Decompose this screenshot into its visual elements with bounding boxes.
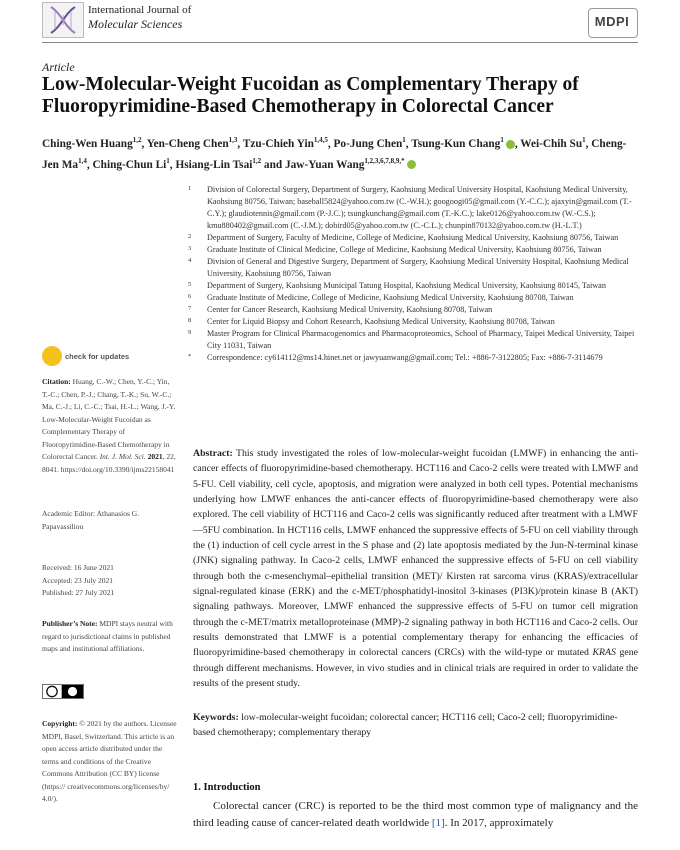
affiliation-item <box>188 292 643 304</box>
affiliation-item <box>188 316 643 328</box>
affiliation-number: 1 <box>188 185 192 192</box>
academic-editor-block <box>42 508 177 533</box>
affiliation-number: 7 <box>188 305 192 312</box>
dna-helix-icon <box>43 3 83 37</box>
published-date: Published: 27 July 2021 <box>42 588 115 597</box>
author-separator: , <box>141 137 147 150</box>
affiliation-number: * <box>188 353 192 360</box>
author-name: Ching-Wen Huang <box>42 137 133 150</box>
copyright-text: © 2021 by the authors. Licensee MDPI, Basel, Switzerland. This article is an open access article distributed under the terms and conditions of the Creative Commons Attribution (CC BY) license (https:// creativecommons.org/licenses/by/ 4.0/). <box>42 719 177 803</box>
keywords <box>193 710 638 741</box>
author-name: Yen-Cheng Chen <box>146 137 229 150</box>
author-name: Tsung-Kun Chang <box>411 137 501 150</box>
intro-text-part1: Colorectal cancer (CRC) is reported to be the third most common type of malignancy and the third leading cause of cancer-related death worldwide <box>193 800 638 829</box>
dates-block <box>42 562 177 600</box>
author-affiliation-marker: 1,4,5 <box>313 136 328 144</box>
accepted-date: Accepted: 23 July 2021 <box>42 575 114 585</box>
author-list <box>42 132 642 174</box>
journal-name-line1: International Journal of <box>88 4 192 16</box>
author-affiliation-marker: 1 <box>500 136 504 144</box>
header-divider <box>42 42 638 43</box>
keywords-label: Keywords: <box>193 712 239 723</box>
affiliation-number: 6 <box>188 293 192 300</box>
keywords-text: low-molecular-weight fucoidan; colorectal cancer; HCT116 cell; Caco-2 cell; fluoropyrimidine-based chemotherapy; complementary therapy <box>193 712 618 739</box>
affiliation-item <box>188 256 643 280</box>
editor-label: Academic Editor: <box>42 509 96 518</box>
affiliation-number: 5 <box>188 281 192 288</box>
affiliation-text: Graduate Institute of Medicine, College of Medicine, Kaohsiung Medical University, Kaohsiung 80708, Taiwan <box>207 293 574 302</box>
check-for-updates-button[interactable] <box>42 346 129 366</box>
author-name: Jaw-Yuan Wang <box>284 158 365 171</box>
editor-name: Athanasios G. Papavassiliou <box>42 509 140 531</box>
abstract-label: Abstract: <box>193 448 233 459</box>
author-separator: , <box>585 137 592 150</box>
affiliation-item <box>188 304 643 316</box>
affiliation-number: 8 <box>188 317 192 324</box>
affiliation-text: Department of Surgery, Kaohsiung Municipal Tatung Hospital, Kaohsiung Medical University, Kaohsiung 80145, Taiwan <box>207 281 606 290</box>
author-name: Cheng-Jen Ma <box>42 137 627 171</box>
intro-text-part2: . In 2017, approximately <box>444 817 554 829</box>
introduction-paragraph <box>193 798 638 832</box>
copyright-label: Copyright: <box>42 719 78 728</box>
citation-label: Citation: <box>42 377 71 386</box>
author-separator: , <box>514 137 521 150</box>
copyright-block <box>42 718 177 806</box>
affiliation-text: Graduate Institute of Clinical Medicine, College of Medicine, Kaohsiung Medical University, Kaohsiung 80756, Taiwan <box>207 245 602 254</box>
author-name: Ching-Chun Li <box>92 158 167 171</box>
affiliation-text: Master Program for Clinical Pharmacogenomics and Pharmacoproteomics, School of Pharmacy, Taipei Medical University, Taipei City 11031, Taiwan <box>207 329 635 350</box>
publisher-note-block <box>42 618 177 656</box>
author-name: Hsiang-Lin Tsai <box>175 158 253 171</box>
author-separator: , <box>86 158 93 171</box>
abstract-kras-term: KRAS <box>592 647 616 659</box>
author-separator: , <box>405 137 412 150</box>
author-separator: , <box>327 137 334 150</box>
orcid-icon[interactable] <box>506 140 515 149</box>
affiliation-text: Department of Surgery, Faculty of Medicine, College of Medicine, Kaohsiung Medical University, Kaohsiung 80756, Taiwan <box>207 233 619 242</box>
affiliation-number: 4 <box>188 257 192 264</box>
abstract-text-part2: gene through different mechanisms. However, in vivo studies and in clinical trials are required in order to validate the results of the present study. <box>193 647 638 690</box>
journal-logo <box>42 2 84 38</box>
citation-journal: Int. J. Mol. Sci. <box>99 452 146 461</box>
affiliation-item <box>188 232 643 244</box>
author-affiliation-marker: 1 <box>582 136 586 144</box>
check-updates-label: check for updates <box>65 351 130 361</box>
publisher-name: MDPI <box>594 14 630 29</box>
cc-by-license-icon <box>42 684 84 699</box>
affiliation-number: 3 <box>188 245 192 252</box>
affiliation-item <box>188 184 643 232</box>
article-title: Low-Molecular-Weight Fucoidan as Complementary Therapy of Fluoropyrimidine-Based Chemotherapy in Colorectal Cancer <box>42 74 579 117</box>
author-name: Tzu-Chieh Yin <box>242 137 314 150</box>
orcid-icon[interactable] <box>407 160 416 169</box>
affiliation-item <box>188 244 643 256</box>
affiliation-item <box>188 352 643 364</box>
affiliation-text: Center for Cancer Research, Kaohsiung Medical University, Kaohsiung 80708, Taiwan <box>207 305 493 314</box>
author-name: Po-Jung Chen <box>333 137 403 150</box>
affiliation-text: Correspondence: cy614112@ms14.hinet.net or jawyuanwang@gmail.com; Tel.: +886-7-3122805; Fax: +886-7-3114679 <box>207 353 603 362</box>
cc-by-badge[interactable] <box>42 684 84 704</box>
author-name: Wei-Chih Su <box>520 137 583 150</box>
author-affiliation-marker: 1,2 <box>252 156 262 165</box>
citation-block <box>42 376 177 476</box>
article-type: Article <box>42 60 75 74</box>
affiliation-text: Division of General and Digestive Surgery, Department of Surgery, Kaohsiung Medical University Hospital, Kaohsiung Medical University, Kaohsiung 80756, Taiwan <box>207 257 629 278</box>
affiliations-list <box>188 184 643 364</box>
citation-year: 2021 <box>147 452 163 461</box>
journal-name-line2: Molecular Sciences <box>88 17 183 31</box>
author-affiliation-marker: 1,2 <box>132 136 142 144</box>
check-updates-icon <box>42 346 62 366</box>
author-affiliation-marker: 1 <box>402 136 406 144</box>
author-affiliation-marker: 1,3 <box>228 136 238 144</box>
citation-text: Huang, C.-W.; Chen, Y.-C.; Yin, T.-C.; Chen, P.-J.; Chang, T.-K.; Su, W.-C.; Ma, C.-J.; Li, C.-C.; Tsai, H.-L.; Wang, J.-Y. Low-Molecular-Weight Fucoidan as Complementary Therapy of Fluoropyrimidine-Based Chemotherapy in Colorectal Cancer. <box>42 377 176 461</box>
affiliation-text: Division of Colorectal Surgery, Department of Surgery, Kaohsiung Medical University Hospital, Kaohsiung Medical University, Kaohsiung 80756, Taiwan; baseball5824@yahoo.com.tw (C.-W.H.); googoogi05@gmail.com (Y.-C.C.); ajaxyin@gmail.com (T.-C.Y.); glaudiotennis@gmail.com (P.-J.C.); tsungkunchang@gmail.com (T.-K.C.); lake0126@yahoo.com.tw (W.-C.S.); kmu880402@gmail.com (C.-J.M.); dobird05@yahoo.com.tw (C.-C.L.); chunpin870132@yahoo.com.tw (H.-L.T.) <box>207 185 632 230</box>
author-affiliation-marker: 1,4 <box>78 156 87 165</box>
affiliation-number: 2 <box>188 233 192 240</box>
abstract-text-part1: This study investigated the roles of low-molecular-weight fucoidan (LMWF) in enhancing the anti-cancer effects of fluoropyrimidine-based chemotherapy. HCT116 and Caco-2 cells were treated with LMWF and 5-FU. Cell viability, cell cycle, apoptosis, and migration were analyzed in both cell types. Potential mechanisms underlying how LMWF enhances the anti-cancer effects of fluoropyrimidine-based chemotherapy were also explored. The cell viability of HCT116 and Caco-2 cells was significantly reduced after treatment with a LMWF—5FU combination. In HCT116 cells, LMWF enhanced the suppressive effects of 5-FU on cell viability through the (1) induction of cell cycle arrest in the S phase and (2) late apoptosis mediated by the Jun-N-terminal kinase (JNK) signaling pathway. In Caco-2 cells, LMWF enhanced the suppressive effects of 5-FU on cell viability through both the c-mesenchymal–epithelial transition (MET)/ Kirsten rat sarcoma virus (KRAS)/extracellular signal-regulated kinase (ERK) and the c-MET/phosphatidyl-inositol 3-kinases (PI3K)/protein kinase B (AKT) signaling pathways. Moreover, LMWF enhanced the suppressive effects of 5-FU on tumor cell migration through the c-MET/matrix metalloproteinase (MMP)-2 signaling pathway in both HCT116 and Caco-2 cells. Our results demonstrated that LMWF is a potential complementary therapy for enhancing the efficacies of fluoropyrimidine-based chemotherapy in colorectal cancers (CRCs) with the wild-type or mutated <box>193 448 638 659</box>
affiliation-number: 9 <box>188 329 192 336</box>
affiliation-item <box>188 328 643 352</box>
publisher-note-text: MDPI stays neutral with regard to jurisdictional claims in published maps and institutional affiliations. <box>42 619 173 653</box>
section-heading-introduction: 1. Introduction <box>193 782 261 793</box>
affiliation-item <box>188 280 643 292</box>
author-separator: and <box>261 158 285 171</box>
author-separator: , <box>237 137 243 150</box>
author-affiliation-marker: 1,2,3,6,7,8,9,* <box>364 156 405 165</box>
author-affiliation-marker: 1 <box>166 156 170 165</box>
affiliation-text: Center for Liquid Biopsy and Cohort Research, Kaohsiung Medical University, Kaohsiung 80708, Taiwan <box>207 317 555 326</box>
publisher-note-label: Publisher’s Note: <box>42 619 98 628</box>
abstract <box>193 446 638 692</box>
received-date: Received: 16 June 2021 <box>42 563 114 572</box>
citation-doi-link[interactable]: , 22, 8041. https://doi.org/10.3390/ijms22158041 <box>42 452 176 474</box>
author-separator: , <box>169 158 176 171</box>
reference-link-1[interactable]: [1] <box>431 817 445 829</box>
